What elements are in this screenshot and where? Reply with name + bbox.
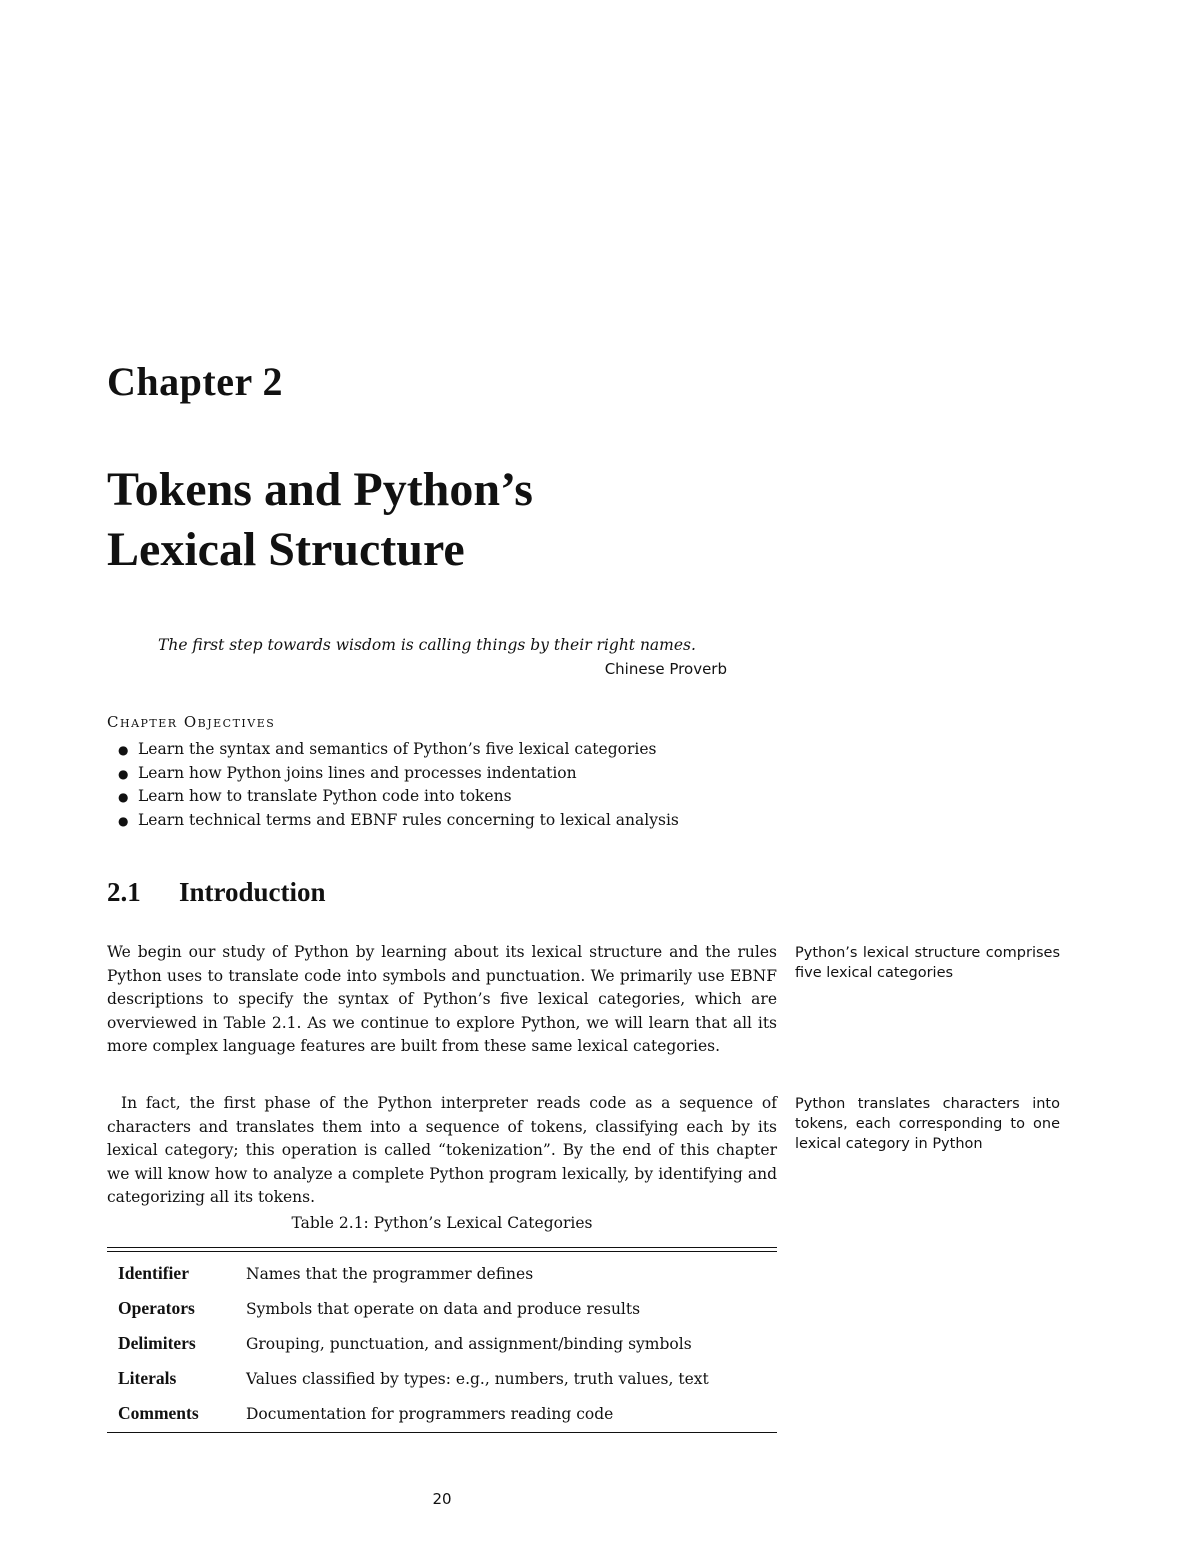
table-description: Documentation for programmers reading code <box>246 1404 614 1423</box>
lexical-categories-table <box>107 1256 777 1431</box>
margin-note: Python’s lexical structure comprises five lexical categories <box>795 945 1060 981</box>
chapter-title-line-1: Tokens and Python’s <box>107 463 533 516</box>
table-caption: Table 2.1: Python’s Lexical Categories <box>291 1214 593 1232</box>
body-paragraph: In fact, the first phase of the Python interpreter reads code as a sequence of characters and translates them into a sequence of tokens, classifying each by its lexical category; this operation is called “tokenization”. By the end of this chapter we will know how to analyze a complete Python program lexically, by identifying and categorizing all its tokens. <box>107 1094 777 1206</box>
objective-item <box>118 809 679 833</box>
objective-text: Learn the syntax and semantics of Python’s five lexical categories <box>138 740 657 758</box>
table-description: Names that the programmer defines <box>246 1264 534 1283</box>
table-row <box>107 1396 777 1431</box>
table-term: Identifier <box>118 1263 189 1283</box>
table-bottom-rule <box>107 1432 777 1433</box>
margin-note: Python translates characters into tokens, each corresponding to one lexical category in Python <box>795 1096 1060 1152</box>
section-number: 2.1 <box>107 877 141 907</box>
bullet-icon: ● <box>118 790 129 804</box>
table-description: Symbols that operate on data and produce results <box>246 1299 641 1318</box>
body-paragraph: We begin our study of Python by learning about its lexical structure and the rules Python uses to translate code into symbols and punctuation. We primarily use EBNF descriptions to specify the syntax of Python’s five lexical categories, which are overviewed in Table 2.1. As we continue to explore Python, we will learn that all its more complex language features are built from these same lexical categories. <box>107 943 777 1055</box>
section-heading <box>107 877 326 908</box>
table-description: Grouping, punctuation, and assignment/binding symbols <box>246 1334 692 1353</box>
chapter-label: Chapter 2 <box>107 359 283 404</box>
objective-text: Learn how to translate Python code into tokens <box>138 787 512 805</box>
page-number: 20 <box>432 1490 452 1508</box>
table-description: Values classified by types: e.g., numbers, truth values, text <box>246 1369 709 1388</box>
table-row <box>107 1361 777 1396</box>
epigraph-quote: The first step towards wisdom is calling things by their right names. <box>158 636 696 654</box>
table-term: Operators <box>118 1298 195 1318</box>
table-top-rule <box>107 1247 777 1248</box>
objectives-list <box>118 738 679 832</box>
bullet-icon: ● <box>118 766 129 781</box>
table-term: Literals <box>118 1368 177 1388</box>
objective-item <box>118 785 679 809</box>
table-row <box>107 1256 777 1291</box>
objective-item <box>118 762 679 786</box>
epigraph-source: Chinese Proverb <box>604 660 727 678</box>
objective-text: Learn how Python joins lines and processes indentation <box>138 763 577 782</box>
chapter-title <box>107 460 727 580</box>
objectives-title: Chapter Objectives <box>107 713 276 731</box>
table-row <box>107 1291 777 1326</box>
table-row <box>107 1326 777 1361</box>
chapter-title-line-2: Lexical Structure <box>107 523 465 576</box>
bullet-icon: ● <box>118 813 129 828</box>
table-top-rule-inner <box>107 1251 777 1252</box>
section-title: Introduction <box>179 877 326 907</box>
table-term: Delimiters <box>118 1333 196 1353</box>
objective-text: Learn technical terms and EBNF rules concerning to lexical analysis <box>138 810 679 829</box>
objective-item <box>118 738 679 762</box>
bullet-icon: ● <box>118 743 129 757</box>
table-term: Comments <box>118 1403 199 1423</box>
